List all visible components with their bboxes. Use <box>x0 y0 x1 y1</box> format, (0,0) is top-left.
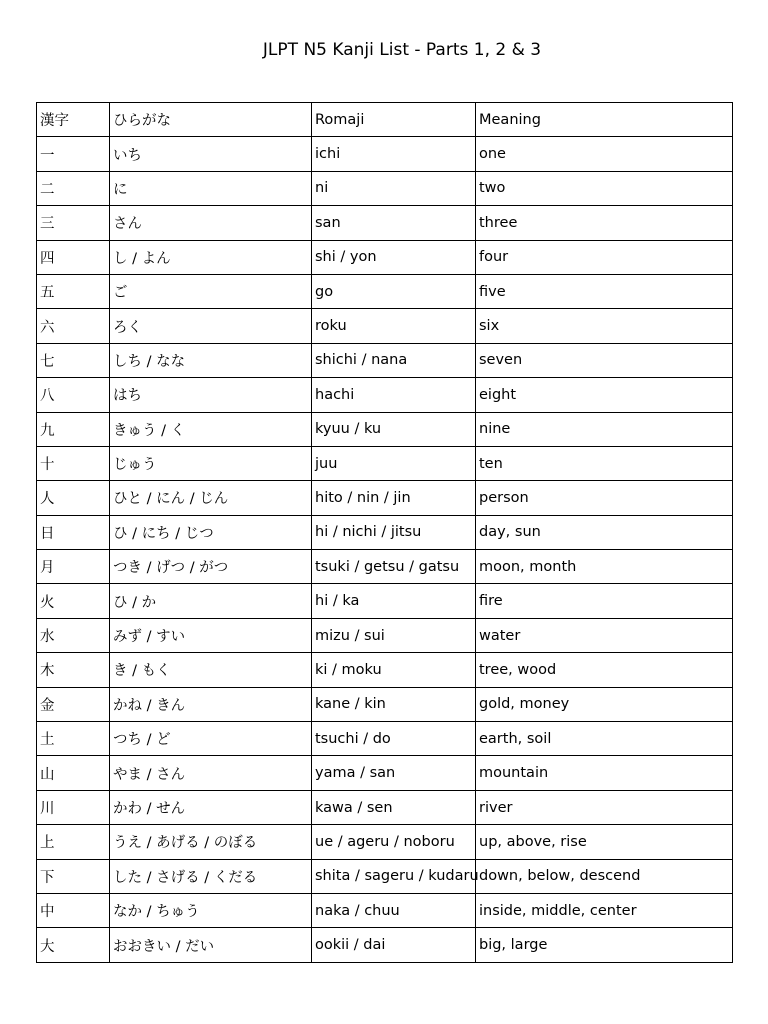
kanji-cell: 下 <box>37 859 110 893</box>
table-row <box>37 137 733 171</box>
romaji-cell: juu <box>312 446 476 480</box>
table-row <box>37 618 733 652</box>
hiragana-cell: ろく <box>110 309 312 343</box>
meaning-cell: tree, wood <box>476 653 733 687</box>
header-hiragana: ひらがな <box>110 103 312 137</box>
table-row <box>37 859 733 893</box>
table-row <box>37 756 733 790</box>
romaji-cell: mizu / sui <box>312 618 476 652</box>
meaning-cell: six <box>476 309 733 343</box>
table-row <box>37 687 733 721</box>
hiragana-cell: しち / なな <box>110 343 312 377</box>
kanji-cell: 日 <box>37 515 110 549</box>
romaji-cell: shichi / nana <box>312 343 476 377</box>
romaji-cell: ookii / dai <box>312 928 476 962</box>
table-row <box>37 584 733 618</box>
header-romaji: Romaji <box>312 103 476 137</box>
table-row <box>37 550 733 584</box>
meaning-cell: nine <box>476 412 733 446</box>
meaning-cell: fire <box>476 584 733 618</box>
hiragana-cell: おおきい / だい <box>110 928 312 962</box>
romaji-cell: roku <box>312 309 476 343</box>
kanji-cell: 中 <box>37 893 110 927</box>
hiragana-cell: なか / ちゅう <box>110 893 312 927</box>
table-row <box>37 171 733 205</box>
hiragana-cell: ひ / か <box>110 584 312 618</box>
meaning-cell: three <box>476 206 733 240</box>
hiragana-cell: じゅう <box>110 446 312 480</box>
hiragana-cell: し / よん <box>110 240 312 274</box>
romaji-cell: shi / yon <box>312 240 476 274</box>
kanji-cell: 二 <box>37 171 110 205</box>
hiragana-cell: かわ / せん <box>110 790 312 824</box>
table-row <box>37 309 733 343</box>
header-meaning: Meaning <box>476 103 733 137</box>
meaning-cell: moon, month <box>476 550 733 584</box>
table-row <box>37 206 733 240</box>
kanji-cell: 川 <box>37 790 110 824</box>
meaning-cell: inside, middle, center <box>476 893 733 927</box>
romaji-cell: hi / ka <box>312 584 476 618</box>
meaning-cell: eight <box>476 378 733 412</box>
kanji-cell: 八 <box>37 378 110 412</box>
romaji-cell: hito / nin / jin <box>312 481 476 515</box>
kanji-cell: 土 <box>37 722 110 756</box>
kanji-cell: 月 <box>37 550 110 584</box>
hiragana-cell: いち <box>110 137 312 171</box>
kanji-cell: 大 <box>37 928 110 962</box>
table-row <box>37 790 733 824</box>
romaji-cell: tsuchi / do <box>312 722 476 756</box>
meaning-cell: five <box>476 274 733 308</box>
kanji-table <box>36 102 733 963</box>
meaning-cell: person <box>476 481 733 515</box>
kanji-cell: 九 <box>37 412 110 446</box>
meaning-cell: mountain <box>476 756 733 790</box>
kanji-cell: 六 <box>37 309 110 343</box>
table-row <box>37 274 733 308</box>
kanji-cell: 一 <box>37 137 110 171</box>
hiragana-cell: はち <box>110 378 312 412</box>
romaji-cell: kane / kin <box>312 687 476 721</box>
kanji-cell: 木 <box>37 653 110 687</box>
romaji-cell: naka / chuu <box>312 893 476 927</box>
hiragana-cell: した / さげる / くだる <box>110 859 312 893</box>
meaning-cell: two <box>476 171 733 205</box>
hiragana-cell: ひ / にち / じつ <box>110 515 312 549</box>
kanji-cell: 三 <box>37 206 110 240</box>
romaji-cell: yama / san <box>312 756 476 790</box>
romaji-cell: hi / nichi / jitsu <box>312 515 476 549</box>
meaning-cell: seven <box>476 343 733 377</box>
romaji-cell: shita / sageru / kudaru <box>312 859 476 893</box>
hiragana-cell: つき / げつ / がつ <box>110 550 312 584</box>
hiragana-cell: かね / きん <box>110 687 312 721</box>
table-header-row <box>37 103 733 137</box>
table-row <box>37 446 733 480</box>
meaning-cell: down, below, descend <box>476 859 733 893</box>
hiragana-cell: ひと / にん / じん <box>110 481 312 515</box>
table-row <box>37 481 733 515</box>
table-row <box>37 378 733 412</box>
meaning-cell: ten <box>476 446 733 480</box>
table-row <box>37 240 733 274</box>
kanji-cell: 四 <box>37 240 110 274</box>
hiragana-cell: き / もく <box>110 653 312 687</box>
romaji-cell: hachi <box>312 378 476 412</box>
hiragana-cell: みず / すい <box>110 618 312 652</box>
romaji-cell: ki / moku <box>312 653 476 687</box>
table-row <box>37 893 733 927</box>
table-row <box>37 722 733 756</box>
table-row <box>37 653 733 687</box>
romaji-cell: kawa / sen <box>312 790 476 824</box>
meaning-cell: gold, money <box>476 687 733 721</box>
meaning-cell: up, above, rise <box>476 825 733 859</box>
meaning-cell: earth, soil <box>476 722 733 756</box>
romaji-cell: ue / ageru / noboru <box>312 825 476 859</box>
hiragana-cell: うえ / あげる / のぼる <box>110 825 312 859</box>
table-row <box>37 928 733 962</box>
table-row <box>37 412 733 446</box>
hiragana-cell: きゅう / く <box>110 412 312 446</box>
table-row <box>37 343 733 377</box>
meaning-cell: one <box>476 137 733 171</box>
kanji-cell: 上 <box>37 825 110 859</box>
hiragana-cell: に <box>110 171 312 205</box>
romaji-cell: kyuu / ku <box>312 412 476 446</box>
romaji-cell: tsuki / getsu / gatsu <box>312 550 476 584</box>
kanji-cell: 金 <box>37 687 110 721</box>
romaji-cell: ichi <box>312 137 476 171</box>
document-title: JLPT N5 Kanji List - Parts 1, 2 & 3 <box>262 40 542 60</box>
table-row <box>37 515 733 549</box>
kanji-cell: 火 <box>37 584 110 618</box>
romaji-cell: ni <box>312 171 476 205</box>
hiragana-cell: ご <box>110 274 312 308</box>
hiragana-cell: さん <box>110 206 312 240</box>
meaning-cell: water <box>476 618 733 652</box>
hiragana-cell: つち / ど <box>110 722 312 756</box>
meaning-cell: big, large <box>476 928 733 962</box>
header-kanji: 漢字 <box>37 103 110 137</box>
kanji-cell: 山 <box>37 756 110 790</box>
meaning-cell: four <box>476 240 733 274</box>
kanji-cell: 十 <box>37 446 110 480</box>
hiragana-cell: やま / さん <box>110 756 312 790</box>
meaning-cell: day, sun <box>476 515 733 549</box>
meaning-cell: river <box>476 790 733 824</box>
kanji-cell: 人 <box>37 481 110 515</box>
romaji-cell: san <box>312 206 476 240</box>
table-body <box>37 137 733 962</box>
kanji-cell: 七 <box>37 343 110 377</box>
romaji-cell: go <box>312 274 476 308</box>
kanji-cell: 水 <box>37 618 110 652</box>
kanji-cell: 五 <box>37 274 110 308</box>
table-row <box>37 825 733 859</box>
